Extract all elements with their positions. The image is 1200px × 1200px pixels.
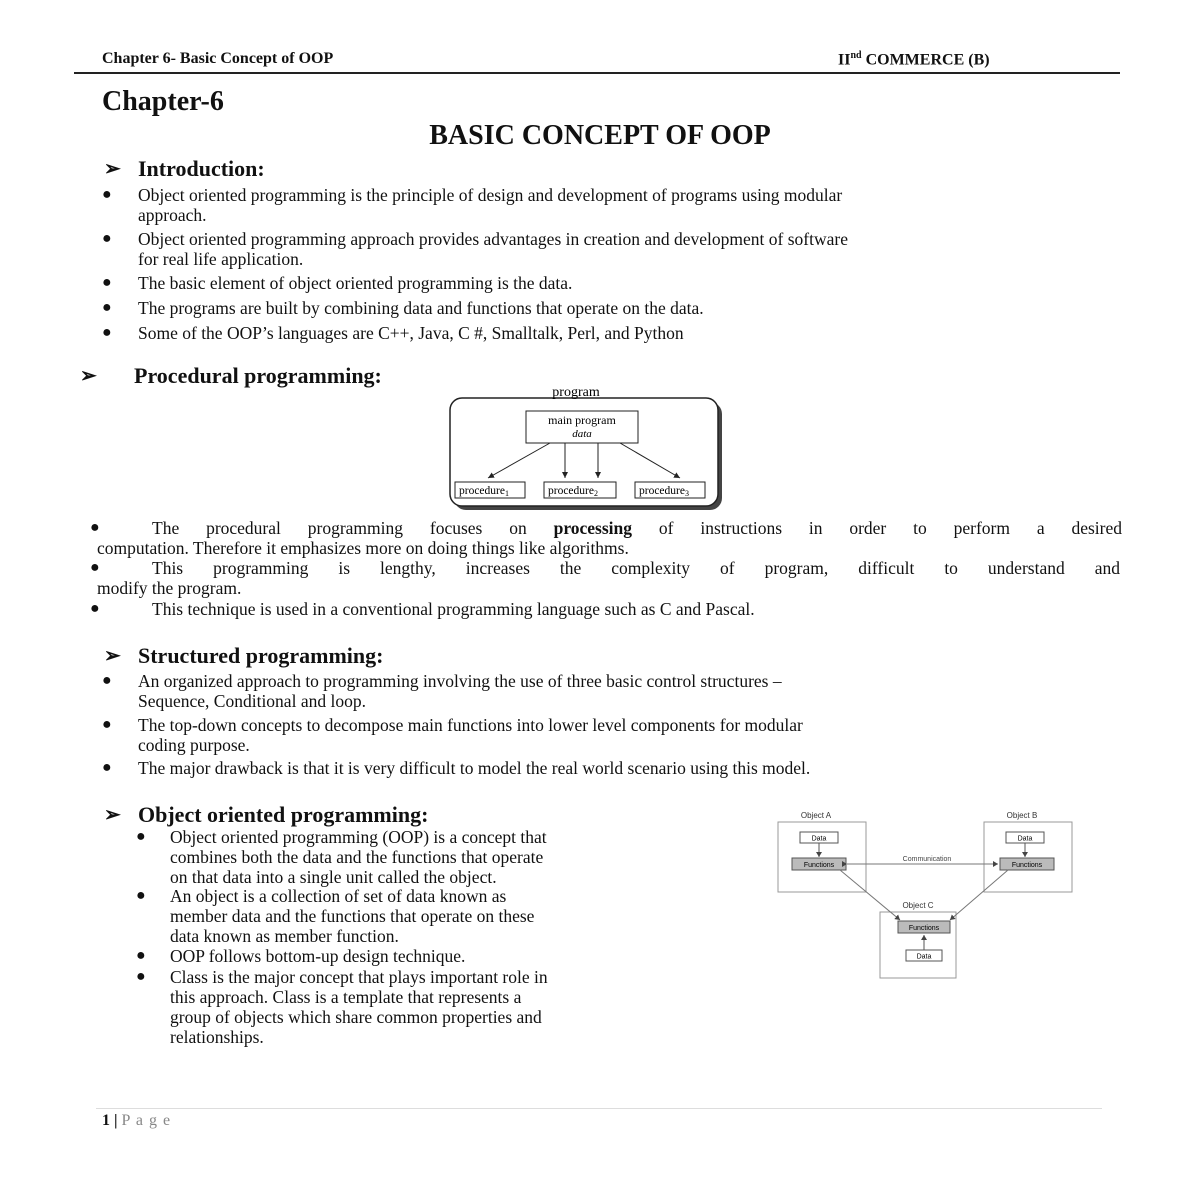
link-a-c	[840, 870, 900, 920]
bullet-icon: ●	[102, 672, 112, 689]
section-heading-introduction: Introduction:	[138, 156, 265, 181]
bullet-icon: ●	[136, 887, 146, 904]
bullet-icon: ●	[102, 186, 112, 203]
list-item: An organized approach to programming involving the use of three basic control structures – Sequence, Conditional and loop.	[138, 671, 782, 711]
oop-diagram	[770, 806, 1080, 986]
list-item-line: The procedural programming focuses on processing of instructions in order to perform a desired	[152, 518, 1122, 538]
section-heading-structured: Structured programming:	[138, 643, 384, 668]
bullet-icon: ●	[102, 759, 112, 776]
procedural-diagram	[440, 378, 730, 513]
procedure-1-label: procedure1	[459, 485, 509, 498]
object-a-label: Object A	[800, 811, 832, 820]
bullet-icon: ●	[90, 519, 100, 536]
link-b-c	[950, 870, 1008, 920]
list-item: Object oriented programming approach provides advantages in creation and development of software for real life application.	[138, 229, 848, 269]
object-a-data-label: Data	[811, 835, 827, 843]
bullet-icon: ●	[102, 230, 112, 247]
bullet-icon: ●	[90, 559, 100, 576]
program-label: program	[552, 385, 600, 400]
communication-label: Communication	[902, 856, 952, 863]
list-item: Object oriented programming is the principle of design and development of programs using modular approach.	[138, 185, 843, 225]
running-header-left: Chapter 6- Basic Concept of OOP	[102, 50, 334, 67]
footer-rule	[96, 1108, 1102, 1109]
list-item-line: modify the program.	[97, 578, 242, 598]
object-c-data-label: Data	[916, 953, 932, 961]
object-b-label: Object B	[1006, 811, 1038, 820]
object-a-functions-label: Functions	[803, 862, 835, 869]
section-heading-procedural: Procedural programming:	[134, 363, 382, 388]
list-item-line: computation. Therefore it emphasizes more on doing things like algorithms.	[97, 538, 629, 558]
arrow-bullet-icon: ➢	[104, 804, 121, 826]
list-item-line: This programming is lengthy, increases the complexity of program, difficult to understand and	[152, 558, 1120, 578]
object-b-functions-label: Functions	[1011, 862, 1043, 869]
procedure-2-label: procedure2	[548, 485, 598, 498]
object-b-data-label: Data	[1017, 835, 1033, 843]
page-footer: 1 | P a g e	[102, 1112, 172, 1129]
object-c-label: Object C	[902, 901, 934, 910]
arrow-bullet-icon: ➢	[80, 365, 97, 387]
bullet-icon: ●	[136, 828, 146, 845]
bullet-icon: ●	[102, 716, 112, 733]
bullet-icon: ●	[102, 324, 112, 341]
arrow-bullet-icon: ➢	[104, 158, 121, 180]
bullet-icon: ●	[136, 947, 146, 964]
list-item: Object oriented programming (OOP) is a concept that combines both the data and the functions that operate on that data into a single unit called the object.	[170, 827, 547, 887]
bullet-icon: ●	[136, 968, 146, 985]
running-header-right: IInd COMMERCE (B)	[838, 50, 990, 69]
list-item: An object is a collection of set of data known as member data and the functions that operate on these data known as member function.	[170, 886, 535, 946]
main-program-data-label: data	[572, 428, 592, 440]
list-item: Class is the major concept that plays important role in this approach. Class is a template that represents a group of objects which share common properties and relationships.	[170, 967, 548, 1047]
list-item: Some of the OOP’s languages are C++, Java, C #, Smalltalk, Perl, and Python	[138, 323, 684, 343]
bullet-icon: ●	[90, 600, 100, 617]
procedure-3-label: procedure3	[639, 485, 689, 498]
bullet-icon: ●	[102, 274, 112, 291]
bullet-icon: ●	[102, 299, 112, 316]
arrow-bullet-icon: ➢	[104, 645, 121, 667]
list-item: OOP follows bottom-up design technique.	[170, 946, 466, 966]
list-item: The major drawback is that it is very difficult to model the real world scenario using this model.	[138, 758, 811, 778]
list-item: This technique is used in a conventional programming language such as C and Pascal.	[152, 599, 755, 619]
main-program-label: main program	[548, 413, 616, 427]
object-c-functions-label: Functions	[908, 925, 940, 932]
list-item: The programs are built by combining data and functions that operate on the data.	[138, 298, 704, 318]
page-title: BASIC CONCEPT OF OOP	[429, 120, 771, 151]
list-item: The top-down concepts to decompose main functions into lower level components for modular coding purpose.	[138, 715, 803, 755]
chapter-label: Chapter-6	[102, 86, 224, 117]
section-heading-oop: Object oriented programming:	[138, 802, 429, 827]
list-item: The basic element of object oriented programming is the data.	[138, 273, 573, 293]
header-rule	[74, 72, 1120, 74]
